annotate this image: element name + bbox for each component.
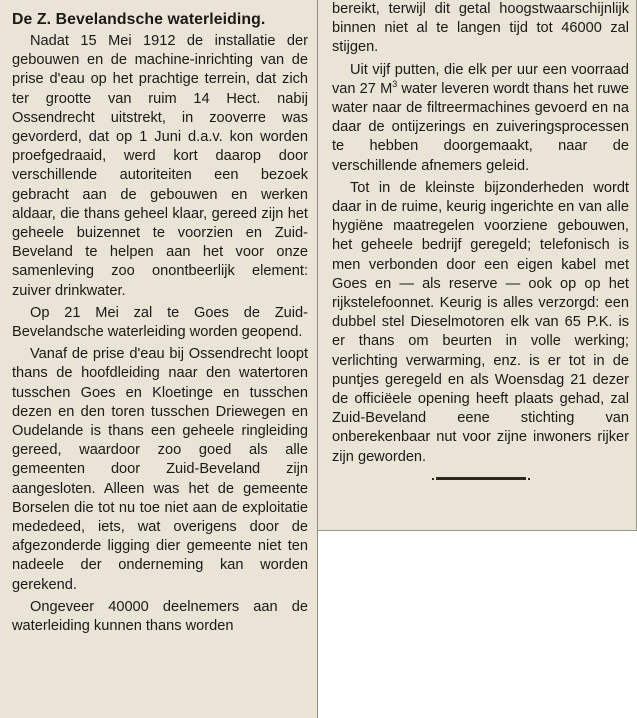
paragraph-installation: Nadat 15 Mei 1912 de installatie der gebouwen en de machine-inrichting van de prise d'eau op het prachtige terrein, dat zich ter grootte van ruim 14 Hect. nabij Ossendrecht uitstrekt, in zooverre was gevorderd, dat op 1 Juni d.a.v. kon worden proefgedraaid, werd kort daarop door verschillende autoriteiten een bezoek gebracht aan de gebouwen en werken aldaar, die thans geheel klaar, gereed zijn het geheele buizennet te voorzien en Zuid-Beveland te helpen aan het voor onze samenleving zoo onontbeerlijk element: zuiver drinkwater. [12, 33, 308, 299]
article-left-column [0, 0, 318, 718]
paragraph-facilities: Tot in de kleinste bijzonderheden wordt daar in de ruime, keurig ingerichte en van alle hygiëne maatregelen voorziene gebouwen, het geheele bedrijf geregeld; telefonisch is men verbonden door een eigen kabel met Goes en — als reserve — ook op op het rijkstelefoonnet. Keurig is alles verzorgd: een dubbel stel Dieselmotoren elk van 65 P.K. is er thans om beurten in volle werking; verlichting verwarming, enz. is er tot in de puntjes geregeld en als Woensdag 21 dezer de officiëele opening heeft plaats gehad, zal Zuid-Beveland eene stichting van onberekenbaar nut voor zijne inwoners rijker zijn geworden. [332, 179, 629, 465]
cubic-superscript: 3 [392, 78, 398, 89]
paragraph-pipeline: Vanaf de prise d'eau bij Ossendrecht loopt thans de hoofdleiding naar den watertoren tusschen Goes en Kloetinge en tusschen dezen en den toren tusschen Driewegen en Oudelande is thans een geheele ringleiding gereed, waardoor zoo goed als alle gemeenten door Zuid-Beveland zijn aangesloten. Alleen was het de gemeente Borselen die tot nu toe niet aan de exploitatie mededeed, iets, wat overigens door de afgezonderde ligging dier gemeente niet ten nadeele der onderneming kan worden gerekend. [12, 346, 308, 593]
paragraph-participants: Ongeveer 40000 deelnemers aan de waterleiding kunnen thans worden [12, 598, 308, 635]
end-ornament [436, 477, 526, 480]
wells-text-start: Uit vijf putten, die elk per uur een voorraad van 27 M [332, 61, 629, 97]
paragraph-opening: Op 21 Mei zal te Goes de Zuid-Bevelandsche waterleiding worden geopend. [12, 304, 308, 341]
paragraph-wells [332, 61, 629, 176]
article-right-column [318, 0, 637, 531]
wells-text-end: water leveren wordt thans het ruwe water naar de filtreermachines gevoerd en na daar de ontijzerings en zuiveringsprocessen te hebben doorgemaakt, naar de verschillende afnemers geleid. [332, 80, 630, 174]
paragraph-continuation: bereikt, terwijl dit getal hoogstwaarschijnlijk binnen niet al te langen tijd tot 46000 zal stijgen. [332, 1, 629, 56]
article-title: De Z. Bevelandsche waterleiding. [12, 11, 266, 28]
right-column-bottom-border [318, 530, 637, 531]
